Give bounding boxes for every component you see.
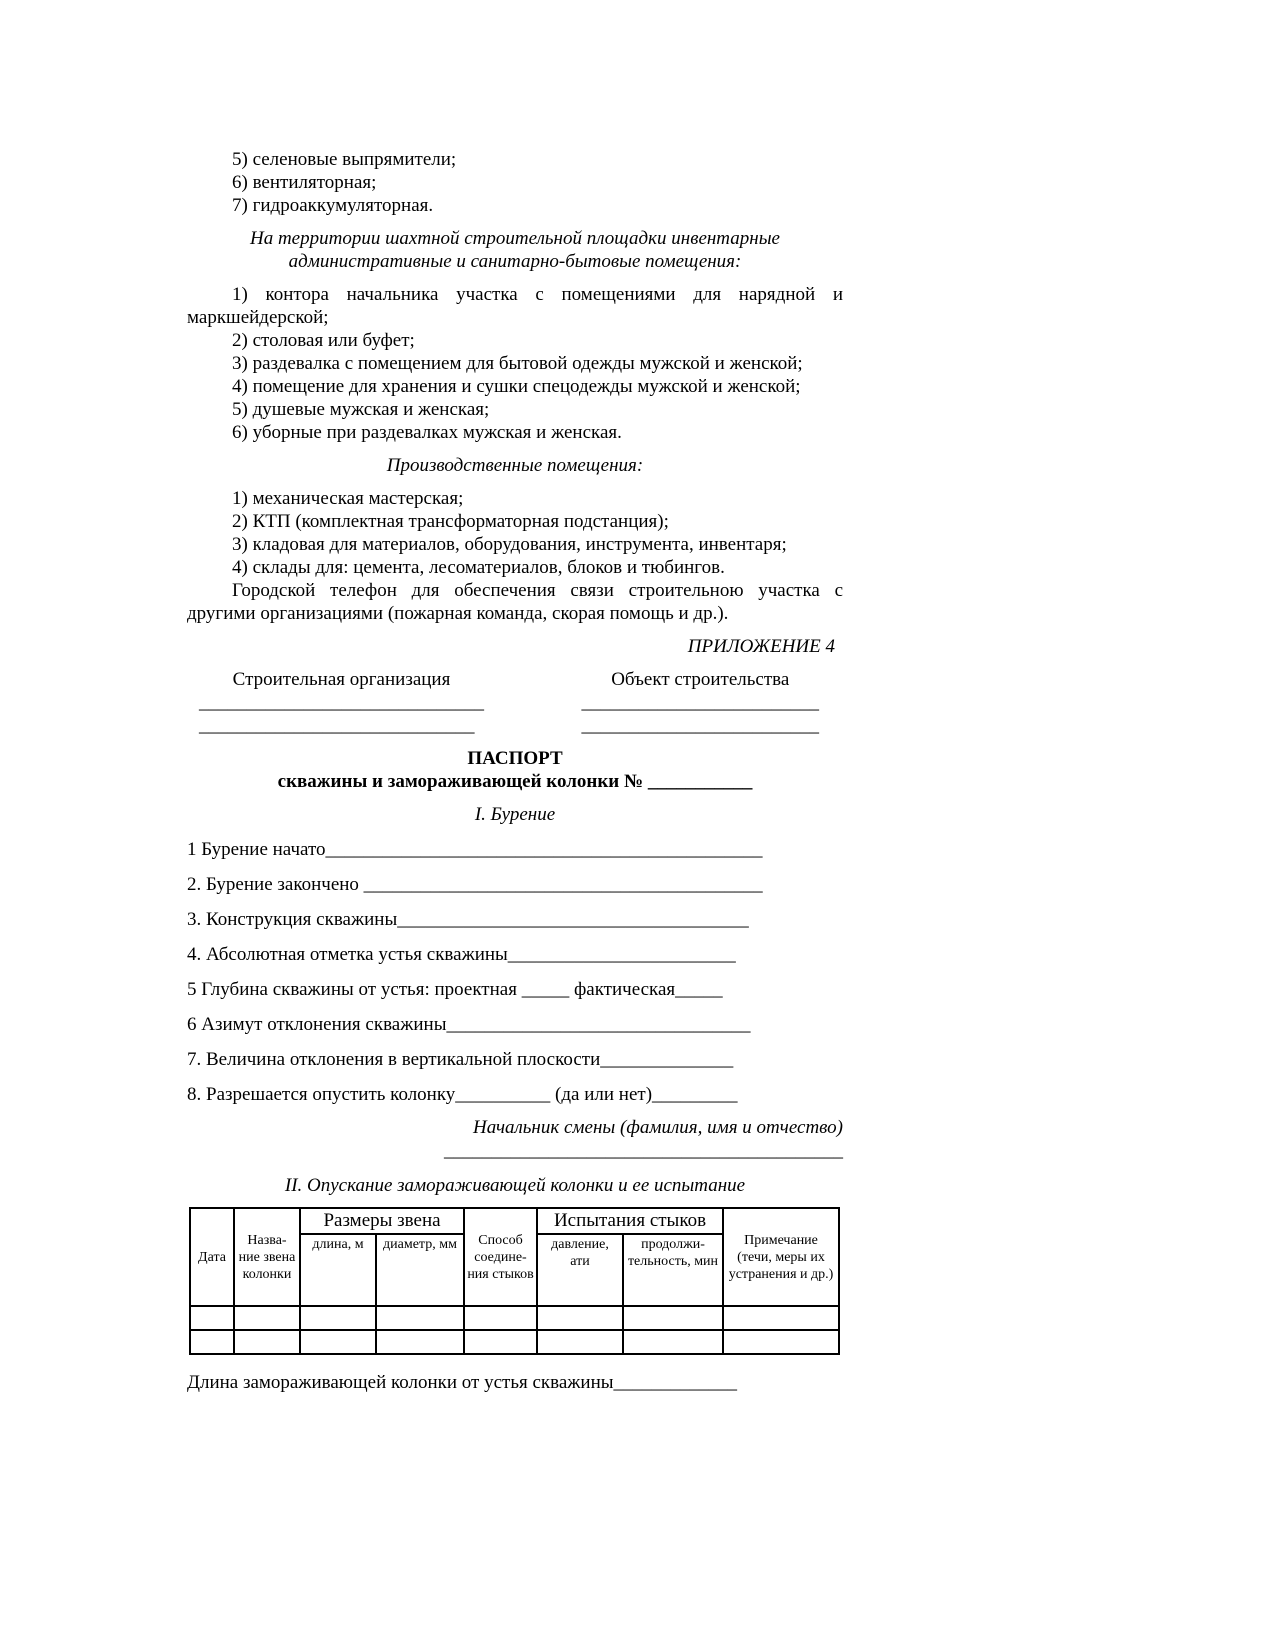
list-item: 2) КТП (комплектная трансформаторная подстанция);	[232, 511, 669, 532]
table-group-header: Испытания стыков	[537, 1208, 723, 1234]
test-table	[189, 1207, 840, 1355]
list-item: 1) контора начальника участка с помещениями для нарядной и маркшейдерской;	[187, 284, 843, 328]
list-item: 5) селеновые выпрямители;	[232, 149, 457, 170]
object-line: _________________________	[581, 692, 819, 713]
organization-label: Строительная организация	[232, 669, 451, 690]
appendix-label: ПРИЛОЖЕНИЕ 4	[687, 636, 835, 657]
form-field: 6 Азимут отклонения скважины________________________________	[187, 1014, 751, 1035]
form-field: 7. Величина отклонения в вертикальной плоскости______________	[187, 1049, 734, 1070]
section-heading: I. Бурение	[474, 804, 556, 825]
list-item: 3) кладовая для материалов, оборудования, инструмента, инвентаря;	[232, 534, 787, 555]
form-field: 5 Глубина скважины от устья: проектная _____ фактическая_____	[187, 979, 723, 1000]
list-item: 5) душевые мужская и женская;	[232, 399, 490, 420]
table-header: Назва-ние звена колонки	[234, 1208, 300, 1306]
form-field: 1 Бурение начато______________________________________________	[187, 839, 763, 860]
object-line: _________________________	[581, 715, 819, 736]
table-group-header: Размеры звена	[300, 1208, 464, 1234]
table-header: Примечание (течи, меры их устранения и др.)	[723, 1208, 839, 1306]
table-header: продолжи-тельность, мин	[623, 1234, 723, 1306]
passport-title: ПАСПОРТ	[467, 748, 563, 769]
organization-line: _____________________________	[199, 715, 475, 736]
table-header: длина, м	[300, 1234, 376, 1306]
section-heading: На территории шахтной строительной площадки инвентарные	[249, 228, 780, 249]
form-field: 8. Разрешается опустить колонку__________ (да или нет)_________	[187, 1084, 738, 1105]
organization-line: ______________________________	[199, 692, 484, 713]
column-length-field: Длина замораживающей колонки от устья скважины_____________	[187, 1372, 738, 1393]
table-row	[190, 1306, 839, 1330]
list-item: 2) столовая или буфет;	[232, 330, 415, 351]
list-item: 3) раздевалка с помещением для бытовой одежды мужской и женской;	[232, 353, 803, 374]
passport-subtitle: скважины и замораживающей колонки № ___________	[277, 771, 753, 792]
header-signatures	[187, 668, 843, 737]
document-page	[187, 148, 843, 1394]
table-header: давление, ати	[537, 1234, 623, 1306]
shift-chief-line: __________________________________________	[444, 1140, 843, 1161]
table-header: Дата	[190, 1208, 234, 1306]
form-field: 4. Абсолютная отметка устья скважины________________________	[187, 944, 736, 965]
list-item: 4) склады для: цемента, лесоматериалов, блоков и тюбингов.	[232, 557, 725, 578]
organization-block	[199, 668, 484, 737]
table-row	[190, 1330, 839, 1354]
list-item: 7) гидроаккумуляторная.	[232, 195, 434, 216]
object-label: Объект строительства	[611, 669, 790, 690]
form-field: 2. Бурение закончено __________________________________________	[187, 874, 763, 895]
shift-chief-label: Начальник смены (фамилия, имя и отчество)	[472, 1117, 843, 1138]
section-heading: административные и санитарно-бытовые помещения:	[288, 251, 742, 272]
table-header: диаметр, мм	[376, 1234, 464, 1306]
form-field: 3. Конструкция скважины_____________________________________	[187, 909, 749, 930]
list-item: 1) механическая мастерская;	[232, 488, 464, 509]
section-heading: II. Опускание замораживающей колонки и ее испытание	[284, 1175, 746, 1196]
list-item: 6) уборные при раздевалках мужская и женская.	[232, 422, 622, 443]
paragraph: Городской телефон для обеспечения связи строительною участка с другими организациями (пожарная команда, скорая помощь и др.).	[187, 580, 843, 624]
list-item: 4) помещение для хранения и сушки спецодежды мужской и женской;	[232, 376, 801, 397]
object-block	[582, 668, 820, 737]
section-heading: Производственные помещения:	[386, 455, 644, 476]
table-header: Способ соедине-ния стыков	[464, 1208, 537, 1306]
list-item: 6) вентиляторная;	[232, 172, 377, 193]
